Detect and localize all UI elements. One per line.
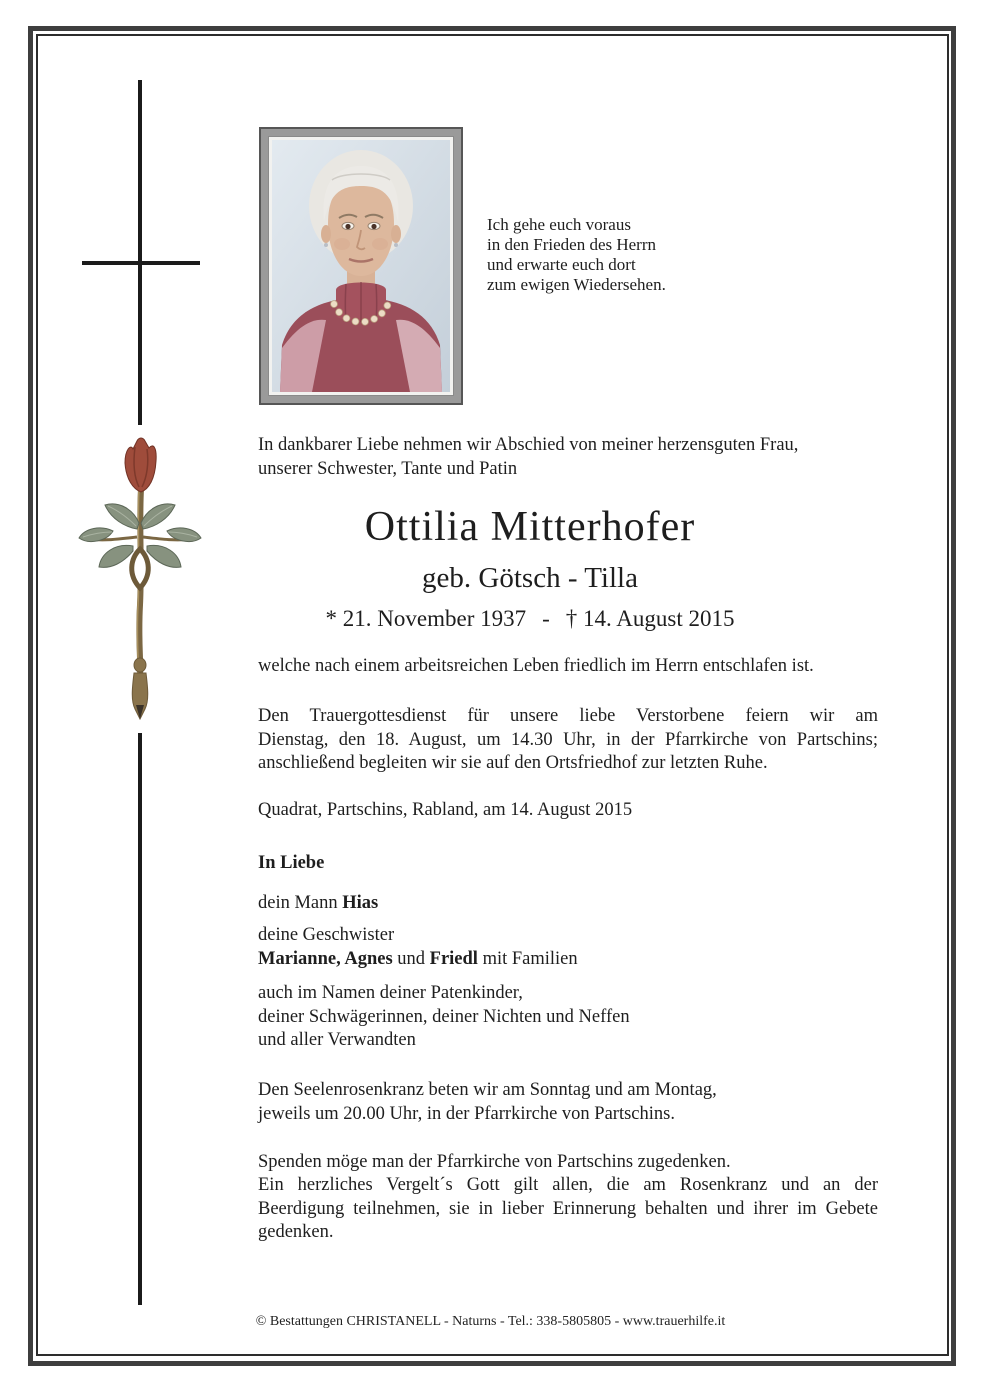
siblings-suffix: mit Familien [477,948,578,969]
dateline-text: Quadrat, Partschins, Rabland, am 14. August 2015 [258,800,633,820]
thanks-paragraph [258,1174,878,1245]
siblings-names: Friedl [429,948,478,969]
maiden-name: geb. Götsch - Tilla [422,562,638,594]
portrait-photo-mat [268,136,454,396]
thanks-line: gedenken. [258,1222,334,1242]
in-love-text: In Liebe [258,853,325,873]
life-dates [220,605,840,633]
rosary-paragraph [258,1079,878,1126]
siblings-label: deine Geschwister [258,925,395,945]
in-love-heading [258,852,878,876]
also-in-name-block [258,982,878,1053]
thanks-line: Ein herzliches Vergelt´s Gott gilt allen, die am Rosenkranz und an der [258,1175,878,1195]
siblings-and: und [392,948,430,969]
vertical-rule [138,733,142,1305]
service-paragraph [258,705,878,776]
thanks-line: Beerdigung teilnehmen, sie in lieber Erinnerung behalten und ihrer im Gebete [258,1198,878,1219]
service-line: Den Trauergottesdienst für unsere liebe Verstorbene feiern wir am [258,706,878,726]
also-line: deiner Schwägerinnen, deiner Nichten und Neffen [258,1006,630,1027]
bronze-rose-icon [75,435,205,735]
death-date: † 14. August 2015 [565,606,735,631]
intro-line: unserer Schwester, Tante und Patin [258,458,518,479]
husband-line [258,892,878,916]
quote-line: und erwarte euch dort [487,255,636,274]
husband-name: Hias [342,893,379,913]
donation-paragraph [258,1151,878,1175]
quote-line: Ich gehe euch voraus [487,215,631,234]
rosary-line: jeweils um 20.00 Uhr, in der Pfarrkirche von Partschins. [258,1103,675,1124]
cross-icon-bar [82,261,200,265]
dateline [258,799,878,823]
dates-separator: - [542,606,550,631]
portrait-photo-frame [259,127,463,405]
passing-line: welche nach einem arbeitsreichen Leben friedlich im Herrn entschlafen ist. [258,656,814,676]
birth-date: * 21. November 1937 [325,606,527,631]
donation-line: Spenden möge man der Pfarrkirche von Partschins zugedenken. [258,1152,731,1172]
intro-paragraph [258,434,878,481]
husband-prefix: dein Mann [258,893,343,913]
quote-line: in den Frieden des Herrn [487,235,657,254]
siblings-block [258,924,878,971]
quote-line: zum ewigen Wiedersehen. [487,275,666,294]
cross-icon [138,80,142,425]
service-line: anschließend begleiten wir sie auf den Ortsfriedhof zur letzten Ruhe. [258,753,768,773]
also-line: auch im Namen deiner Patenkinder, [258,983,523,1003]
service-line: Dienstag, den 18. August, um 14.30 Uhr, in der Pfarrkirche von Partschins; [258,729,878,750]
also-line: und aller Verwandten [258,1030,416,1050]
deceased-name: Ottilia Mitterhofer [364,504,696,550]
farewell-quote [487,215,666,295]
rosary-line: Den Seelenrosenkranz beten wir am Sonntag und am Montag, [258,1080,717,1100]
passing-paragraph [258,655,878,679]
funeral-home-footer: © Bestattungen CHRISTANELL - Naturns - Tel.: 338-5805805 - www.trauerhilfe.it [255,1314,726,1329]
siblings-names: Marianne, Agnes [258,948,393,969]
intro-line: In dankbarer Liebe nehmen wir Abschied von meiner herzensguten Frau, [258,435,799,455]
portrait-photo [272,140,450,392]
